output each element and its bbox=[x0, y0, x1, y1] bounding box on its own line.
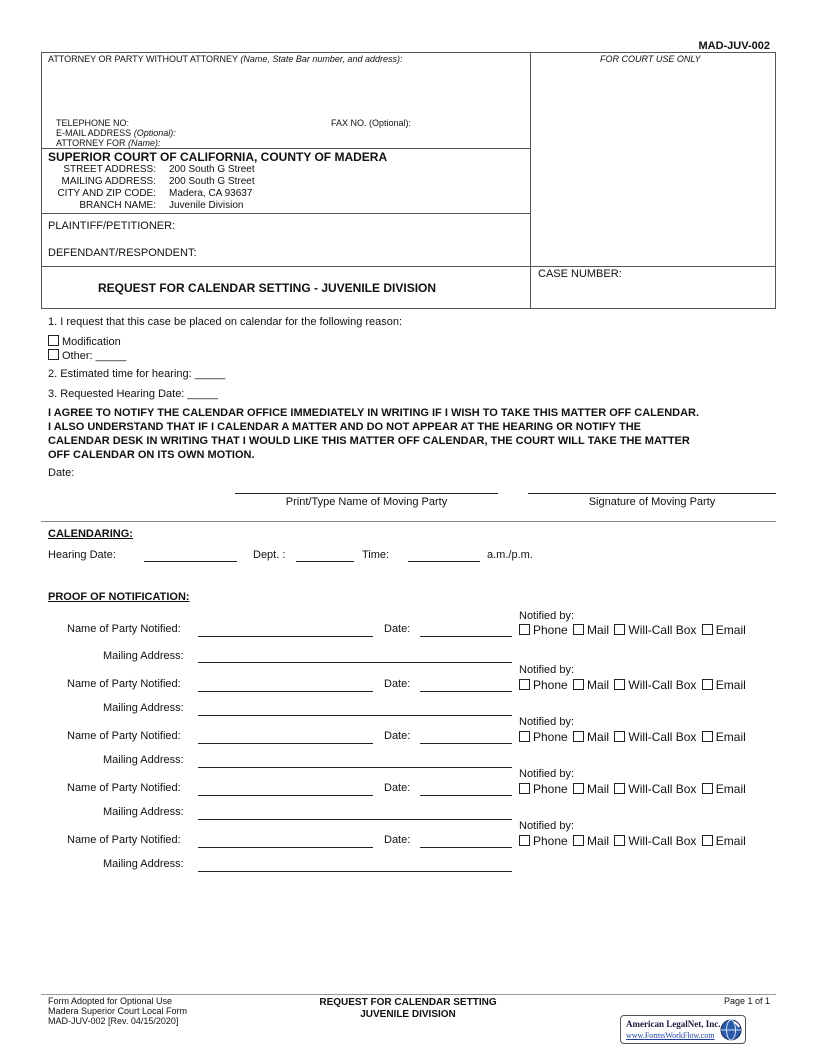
time-label: Time: bbox=[362, 549, 390, 561]
mailing-value: 200 South G Street bbox=[169, 176, 255, 187]
willcall-label: Will-Call Box bbox=[628, 623, 697, 637]
telephone-label: TELEPHONE NO: bbox=[56, 118, 130, 128]
notified-date-line[interactable] bbox=[420, 743, 512, 744]
branch-label: BRANCH NAME: bbox=[79, 200, 156, 211]
email-method-label: Email bbox=[715, 834, 746, 848]
party-notified-label: Name of Party Notified: bbox=[67, 623, 181, 635]
phone-label: Phone bbox=[533, 623, 568, 637]
mailing-address-label: Mailing Address: bbox=[103, 702, 184, 714]
email-checkbox[interactable] bbox=[702, 835, 713, 846]
willcall-checkbox[interactable] bbox=[614, 731, 625, 742]
mail-checkbox[interactable] bbox=[573, 731, 584, 742]
footer-left-1: Form Adopted for Optional Use bbox=[48, 996, 173, 1006]
notified-by-label: Notified by: bbox=[519, 716, 575, 728]
mail-label: Mail bbox=[587, 834, 610, 848]
email-method-label: Email bbox=[715, 623, 746, 637]
mail-label: Mail bbox=[587, 678, 610, 692]
agreement-line-4: OFF CALENDAR ON ITS OWN MOTION. bbox=[48, 449, 255, 461]
notified-date-label: Date: bbox=[384, 730, 411, 742]
mailing-address-line[interactable] bbox=[198, 662, 512, 663]
mail-label: Mail bbox=[587, 782, 610, 796]
party-notified-line[interactable] bbox=[198, 847, 373, 848]
footer-left-2: Madera Superior Court Local Form bbox=[48, 1006, 188, 1016]
notified-date-label: Date: bbox=[384, 623, 411, 635]
mailing-address-line[interactable] bbox=[198, 715, 512, 716]
other-checkbox[interactable] bbox=[48, 349, 59, 360]
print-name-line[interactable] bbox=[235, 493, 498, 494]
hearing-date-line[interactable] bbox=[144, 561, 237, 562]
notify-method-group bbox=[519, 834, 746, 848]
page-number: Page 1 of 1 bbox=[723, 996, 770, 1006]
other-label: Other: _____ bbox=[62, 350, 127, 362]
email-method-label: Email bbox=[715, 678, 746, 692]
mailing-address-line[interactable] bbox=[198, 819, 512, 820]
mailing-label: MAILING ADDRESS: bbox=[61, 176, 156, 187]
ampm-label: a.m./p.m. bbox=[487, 549, 533, 561]
notified-date-line[interactable] bbox=[420, 691, 512, 692]
notified-by-label: Notified by: bbox=[519, 768, 575, 780]
rule bbox=[41, 213, 531, 214]
court-use-label: FOR COURT USE ONLY bbox=[600, 54, 701, 64]
item-3: 3. Requested Hearing Date: _____ bbox=[48, 388, 219, 400]
option-other[interactable] bbox=[48, 349, 126, 362]
attorney-for-text: ATTORNEY FOR bbox=[56, 138, 126, 148]
phone-checkbox[interactable] bbox=[519, 835, 530, 846]
logo-text-2: www.FormsWorkFlow.com bbox=[626, 1031, 715, 1040]
mail-label: Mail bbox=[587, 623, 610, 637]
notified-date-line[interactable] bbox=[420, 636, 512, 637]
mailing-address-label: Mailing Address: bbox=[103, 858, 184, 870]
attorney-for-opt: (Name): bbox=[128, 138, 161, 148]
party-notified-line[interactable] bbox=[198, 636, 373, 637]
modification-checkbox[interactable] bbox=[48, 335, 59, 346]
email-label-text: E-MAIL ADDRESS bbox=[56, 128, 132, 138]
caption-divider bbox=[530, 52, 531, 309]
phone-label: Phone bbox=[533, 730, 568, 744]
mail-checkbox[interactable] bbox=[573, 783, 584, 794]
phone-checkbox[interactable] bbox=[519, 731, 530, 742]
logo-text-1: American LegalNet, Inc. bbox=[626, 1019, 721, 1029]
willcall-checkbox[interactable] bbox=[614, 783, 625, 794]
notify-method-group bbox=[519, 730, 746, 744]
form-id: MAD-JUV-002 bbox=[698, 40, 770, 52]
mail-checkbox[interactable] bbox=[573, 624, 584, 635]
email-opt: (Optional): bbox=[133, 128, 176, 138]
mailing-address-line[interactable] bbox=[198, 871, 512, 872]
agreement-line-3: CALENDAR DESK IN WRITING THAT I WOULD LIKE THIS MATTER OFF CALENDAR, THE COURT WILL TAKE THE MATTER bbox=[48, 435, 690, 447]
city-value: Madera, CA 93637 bbox=[169, 188, 253, 199]
mail-checkbox[interactable] bbox=[573, 835, 584, 846]
attorney-hint: (Name, State Bar number, and address): bbox=[240, 54, 403, 64]
proof-heading: PROOF OF NOTIFICATION: bbox=[48, 591, 190, 603]
party-notified-label: Name of Party Notified: bbox=[67, 782, 181, 794]
attorney-label bbox=[48, 54, 402, 64]
court-name: SUPERIOR COURT OF CALIFORNIA, COUNTY OF MADERA bbox=[48, 150, 388, 164]
email-method-label: Email bbox=[715, 730, 746, 744]
mailing-address-label: Mailing Address: bbox=[103, 806, 184, 818]
party-notified-line[interactable] bbox=[198, 743, 373, 744]
defendant-label: DEFENDANT/RESPONDENT: bbox=[48, 247, 197, 259]
party-notified-line[interactable] bbox=[198, 691, 373, 692]
americanlegalnet-logo bbox=[620, 1015, 746, 1044]
party-notified-line[interactable] bbox=[198, 795, 373, 796]
notified-by-label: Notified by: bbox=[519, 610, 575, 622]
notified-date-label: Date: bbox=[384, 834, 411, 846]
notify-method-group bbox=[519, 678, 746, 692]
phone-label: Phone bbox=[533, 678, 568, 692]
willcall-checkbox[interactable] bbox=[614, 835, 625, 846]
calendaring-heading: CALENDARING: bbox=[48, 528, 133, 540]
willcall-label: Will-Call Box bbox=[628, 678, 697, 692]
section-divider bbox=[41, 521, 776, 522]
dept-label: Dept. : bbox=[253, 549, 286, 561]
notify-method-group bbox=[519, 623, 746, 637]
footer-left-3: MAD-JUV-002 [Rev. 04/15/2020] bbox=[48, 1016, 179, 1026]
notified-by-label: Notified by: bbox=[519, 664, 575, 676]
hearing-date-label: Hearing Date: bbox=[48, 549, 116, 561]
print-name-label: Print/Type Name of Moving Party bbox=[285, 496, 448, 508]
phone-label: Phone bbox=[533, 782, 568, 796]
option-modification[interactable] bbox=[48, 335, 121, 348]
modification-label: Modification bbox=[62, 336, 121, 348]
mail-checkbox[interactable] bbox=[573, 679, 584, 690]
attorney-label-text: ATTORNEY OR PARTY WITHOUT ATTORNEY bbox=[48, 54, 238, 64]
street-label: STREET ADDRESS: bbox=[63, 164, 156, 175]
time-line[interactable] bbox=[408, 561, 480, 562]
dept-line[interactable] bbox=[296, 561, 354, 562]
email-label bbox=[56, 128, 176, 138]
party-notified-label: Name of Party Notified: bbox=[67, 834, 181, 846]
plaintiff-label: PLAINTIFF/PETITIONER: bbox=[48, 220, 176, 232]
signature-label: Signature of Moving Party bbox=[588, 496, 716, 508]
footer-title-1: REQUEST FOR CALENDAR SETTING bbox=[319, 997, 497, 1008]
rule bbox=[41, 148, 531, 149]
party-notified-label: Name of Party Notified: bbox=[67, 678, 181, 690]
phone-checkbox[interactable] bbox=[519, 624, 530, 635]
email-checkbox[interactable] bbox=[702, 679, 713, 690]
agreement-line-2: I ALSO UNDERSTAND THAT IF I CALENDAR A MATTER AND DO NOT APPEAR AT THE HEARING OR NOTIFY THE bbox=[48, 421, 641, 433]
notified-date-line[interactable] bbox=[420, 795, 512, 796]
notify-method-group bbox=[519, 782, 746, 796]
globe-icon bbox=[719, 1018, 743, 1042]
branch-value: Juvenile Division bbox=[169, 200, 244, 211]
willcall-label: Will-Call Box bbox=[628, 834, 697, 848]
footer-rule bbox=[41, 994, 776, 995]
notified-date-label: Date: bbox=[384, 678, 411, 690]
city-label: CITY AND ZIP CODE: bbox=[57, 188, 156, 199]
item-1: 1. I request that this case be placed on calendar for the following reason: bbox=[48, 316, 403, 328]
phone-checkbox[interactable] bbox=[519, 783, 530, 794]
fax-label: FAX NO. (Optional): bbox=[331, 118, 412, 128]
mailing-address-line[interactable] bbox=[198, 767, 512, 768]
case-number-label: CASE NUMBER: bbox=[538, 268, 622, 280]
email-checkbox[interactable] bbox=[702, 731, 713, 742]
attorney-for-label bbox=[56, 138, 161, 148]
mailing-address-label: Mailing Address: bbox=[103, 754, 184, 766]
party-notified-label: Name of Party Notified: bbox=[67, 730, 181, 742]
willcall-checkbox[interactable] bbox=[614, 679, 625, 690]
phone-label: Phone bbox=[533, 834, 568, 848]
footer-title-2: JUVENILE DIVISION bbox=[360, 1009, 456, 1020]
willcall-label: Will-Call Box bbox=[628, 730, 697, 744]
email-checkbox[interactable] bbox=[702, 783, 713, 794]
rule bbox=[41, 266, 776, 267]
notified-date-label: Date: bbox=[384, 782, 411, 794]
email-checkbox[interactable] bbox=[702, 624, 713, 635]
signature-line[interactable] bbox=[528, 493, 776, 494]
willcall-label: Will-Call Box bbox=[628, 782, 697, 796]
agreement-line-1: I AGREE TO NOTIFY THE CALENDAR OFFICE IMMEDIATELY IN WRITING IF I WISH TO TAKE THIS MATTER OFF CALENDAR. bbox=[48, 407, 700, 419]
notified-by-label: Notified by: bbox=[519, 820, 575, 832]
street-value: 200 South G Street bbox=[169, 164, 255, 175]
mail-label: Mail bbox=[587, 730, 610, 744]
date-label: Date: bbox=[48, 467, 75, 479]
mailing-address-label: Mailing Address: bbox=[103, 650, 184, 662]
email-method-label: Email bbox=[715, 782, 746, 796]
form-title: REQUEST FOR CALENDAR SETTING - JUVENILE DIVISION bbox=[98, 281, 437, 295]
willcall-checkbox[interactable] bbox=[614, 624, 625, 635]
notified-date-line[interactable] bbox=[420, 847, 512, 848]
item-2: 2. Estimated time for hearing: _____ bbox=[48, 368, 226, 380]
phone-checkbox[interactable] bbox=[519, 679, 530, 690]
